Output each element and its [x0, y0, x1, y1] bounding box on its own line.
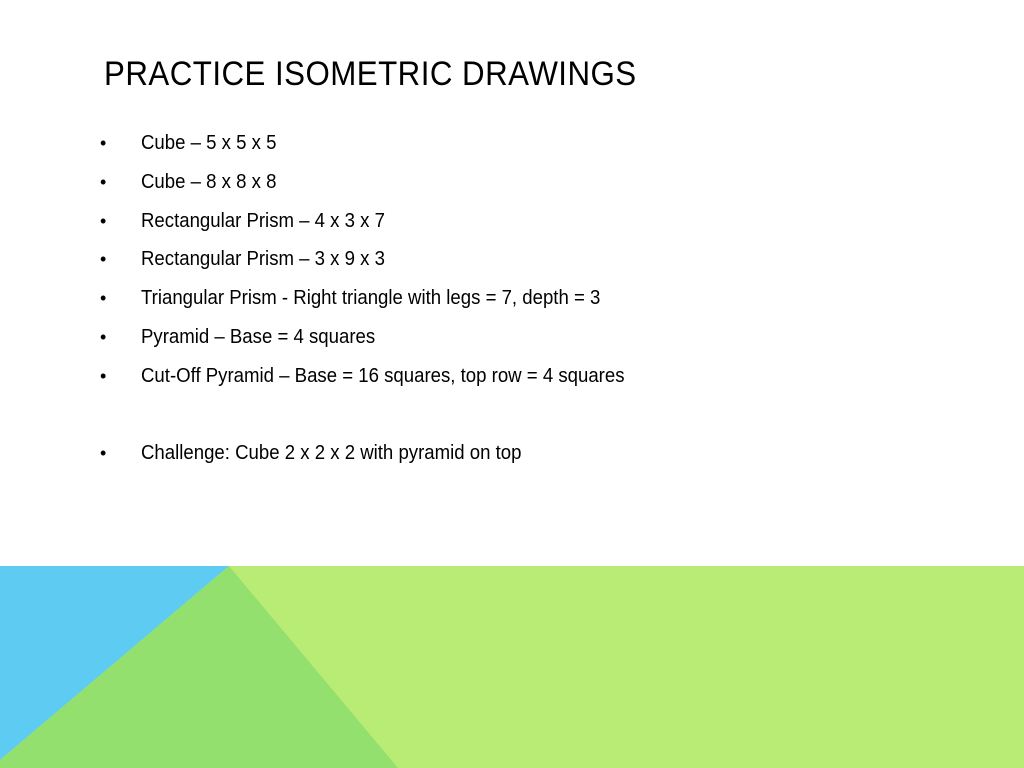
bullet-dot: • — [100, 443, 107, 464]
bullet-text: Cube – 5 x 5 x 5 — [141, 132, 277, 154]
bullet-dot: • — [100, 171, 107, 192]
bullet-text: Triangular Prism - Right triangle with legs = 7, depth = 3 — [141, 287, 601, 310]
bullet-dot: • — [100, 249, 107, 270]
slide-title: PRACTICE ISOMETRIC DRAWINGS — [104, 55, 637, 93]
bullet-dot: • — [100, 133, 107, 153]
bullet-dot: • — [100, 365, 107, 386]
bullet-text: Rectangular Prism – 4 x 3 x 7 — [141, 209, 385, 232]
bullet-dot: • — [100, 326, 107, 347]
bullet-dot: • — [100, 210, 107, 231]
bullet-text: Cut-Off Pyramid – Base = 16 squares, top row = 4 squares — [141, 364, 625, 387]
bullet-text: Pyramid – Base = 4 squares — [141, 325, 376, 348]
bullet-text: Rectangular Prism – 3 x 9 x 3 — [141, 248, 385, 271]
bullet-text: Cube – 8 x 8 x 8 — [141, 170, 277, 193]
bullet-dot: • — [100, 288, 107, 309]
bullet-text: Challenge: Cube 2 x 2 x 2 with pyramid on top — [141, 442, 522, 465]
